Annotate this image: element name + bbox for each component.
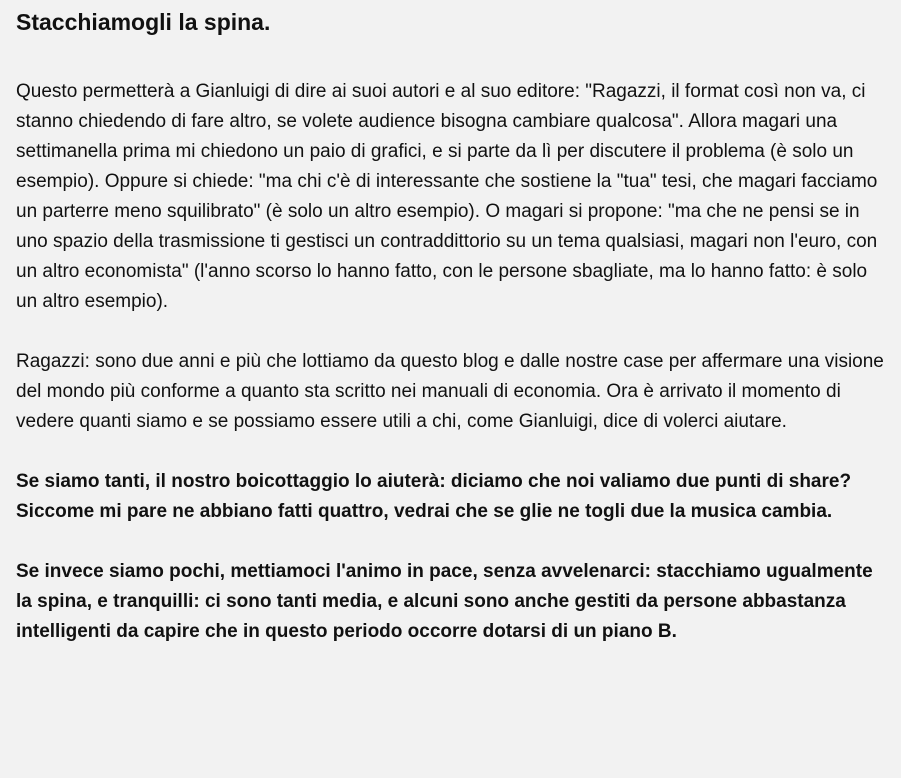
paragraph-3-bold: Se siamo tanti, il nostro boicottaggio lo aiuterà: diciamo che noi valiamo due punti di share? Siccome mi pare ne abbiano fatti quattro, vedrai che se glie ne togli due la musica cambia. [16, 471, 852, 522]
paragraph-2: Ragazzi: sono due anni e più che lottiamo da questo blog e dalle nostre case per affermare una visione del mondo più conforme a quanto sta scritto nei manuali di economia. Ora è arrivato il momento di vedere quanti siamo e se possiamo essere utili a chi, come Gianluigi, dice di volerci aiutare. [16, 351, 884, 432]
paragraph-1: Questo permetterà a Gianluigi di dire ai suoi autori e al suo editore: "Ragazzi, il format così non va, ci stanno chiedendo di fare altro, se volete audience bisogna cambiare qualcosa". Allora magari una settimanella prima mi chiedono un paio di grafici, e si parte da lì per discutere il problema (è solo un esempio). Oppure si chiede: "ma chi c'è di interessante che sostiene la "tua" tesi, che magari facciamo un parterre meno squilibrato" (è solo un altro esempio). O magari si propone: "ma che ne pensi se in uno spazio della trasmissione ti gestisci un contraddittorio su un tema qualsiasi, magari non l'euro, con un altro economista" (l'anno scorso lo hanno fatto, con le persone sbagliate, ma lo hanno fatto: è solo un altro esempio). [16, 81, 878, 312]
paragraph-4-bold: Se invece siamo pochi, mettiamoci l'animo in pace, senza avvelenarci: stacchiamo ugualmente la spina, e tranquilli: ci sono tanti media, e alcuni sono anche gestiti da persone abbastanza intelligenti da capire che in questo periodo occorre dotarsi di un piano B. [16, 561, 873, 642]
article-title: Stacchiamogli la spina. [16, 9, 271, 35]
